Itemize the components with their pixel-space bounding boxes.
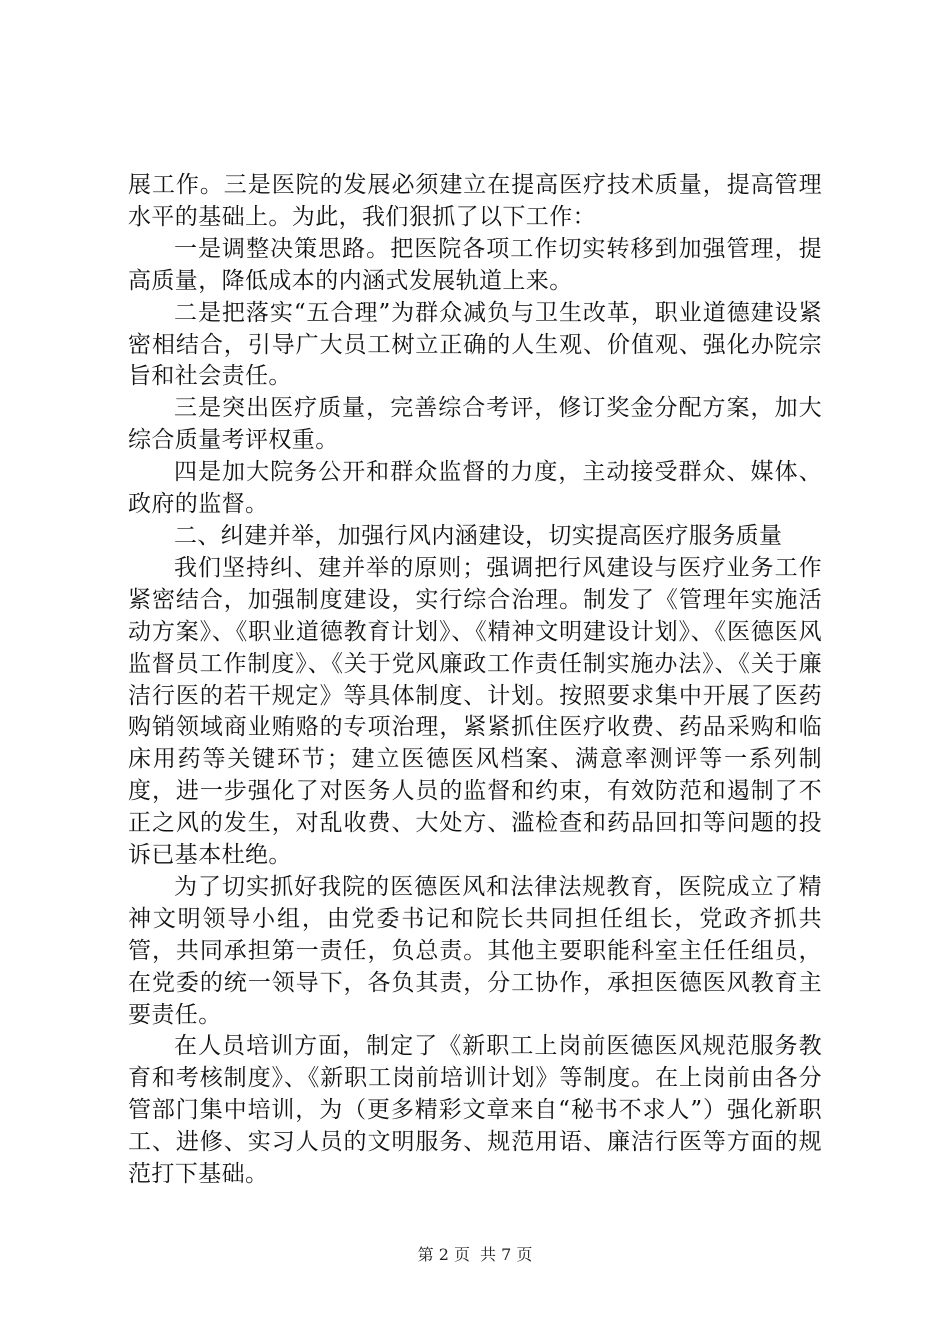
paragraph-8: 为了切实抓好我院的医德医风和法律法规教育，医院成立了精神文明领导小组，由党委书记和院长共同担任组长，党政齐抓共管，共同承担第一责任，负总责。其他主要职能科室主任任组员，在党委的统一领导下，各负其责，分工协作，承担医德医风教育主要责任。 [128,873,822,1028]
paragraph-9: 在人员培训方面，制定了《新职工上岗前医德医风规范服务教育和考核制度》、《新职工岗前培训计划》等制度。在上岗前由各分管部门集中培训，为（更多精彩文章来自“秘书不求人”）强化新职工、进修、实习人员的文明服务、规范用语、廉洁行医等方面的规范打下基础。 [128,1033,822,1188]
page-number: 第 2 页 [417,1245,470,1264]
paragraph-5: 四是加大院务公开和群众监督的力度，主动接受群众、媒体、政府的监督。 [128,459,822,518]
paragraph-7: 我们坚持纠、建并举的原则；强调把行风建设与医疗业务工作紧密结合，加强制度建设，实行综合治理。制发了《管理年实施活动方案》、《职业道德教育计划》、《精神文明建设计划》、《医德医风监督员工作制度》、《关于党风廉政工作责任制实施办法》、《关于廉洁行医的若干规定》等具体制度、计划。按照要求集中开展了医药购销领域商业贿赂的专项治理，紧紧抓住医疗收费、药品采购和临床用药等关键环节；建立医德医风档案、满意率测评等一系列制度，进一步强化了对医务人员的监督和约束，有效防范和遏制了不正之风的发生，对乱收费、大处方、滥检查和药品回扣等问题的投诉已基本杜绝。 [128,554,822,869]
page-footer [0,1242,950,1265]
paragraph-4: 三是突出医疗质量，完善综合考评，修订奖金分配方案，加大综合质量考评权重。 [128,395,822,454]
paragraph-1: 展工作。三是医院的发展必须建立在提高医疗技术质量，提高管理水平的基础上。为此，我们狠抓了以下工作： [128,172,822,230]
document-body [128,170,822,1191]
paragraph-2: 一是调整决策思路。把医院各项工作切实转移到加强管理，提高质量，降低成本的内涵式发展轨道上来。 [128,235,822,294]
paragraph-3: 二是把落实“五合理”为群众减负与卫生改革，职业道德建设紧密相结合，引导广大员工树立正确的人生观、价值观、强化办院宗旨和社会责任。 [128,299,822,390]
section-heading: 二、纠建并举，加强行风内涵建设，切实提高医疗服务质量 [174,522,783,549]
page-total: 共 7 页 [480,1245,533,1264]
